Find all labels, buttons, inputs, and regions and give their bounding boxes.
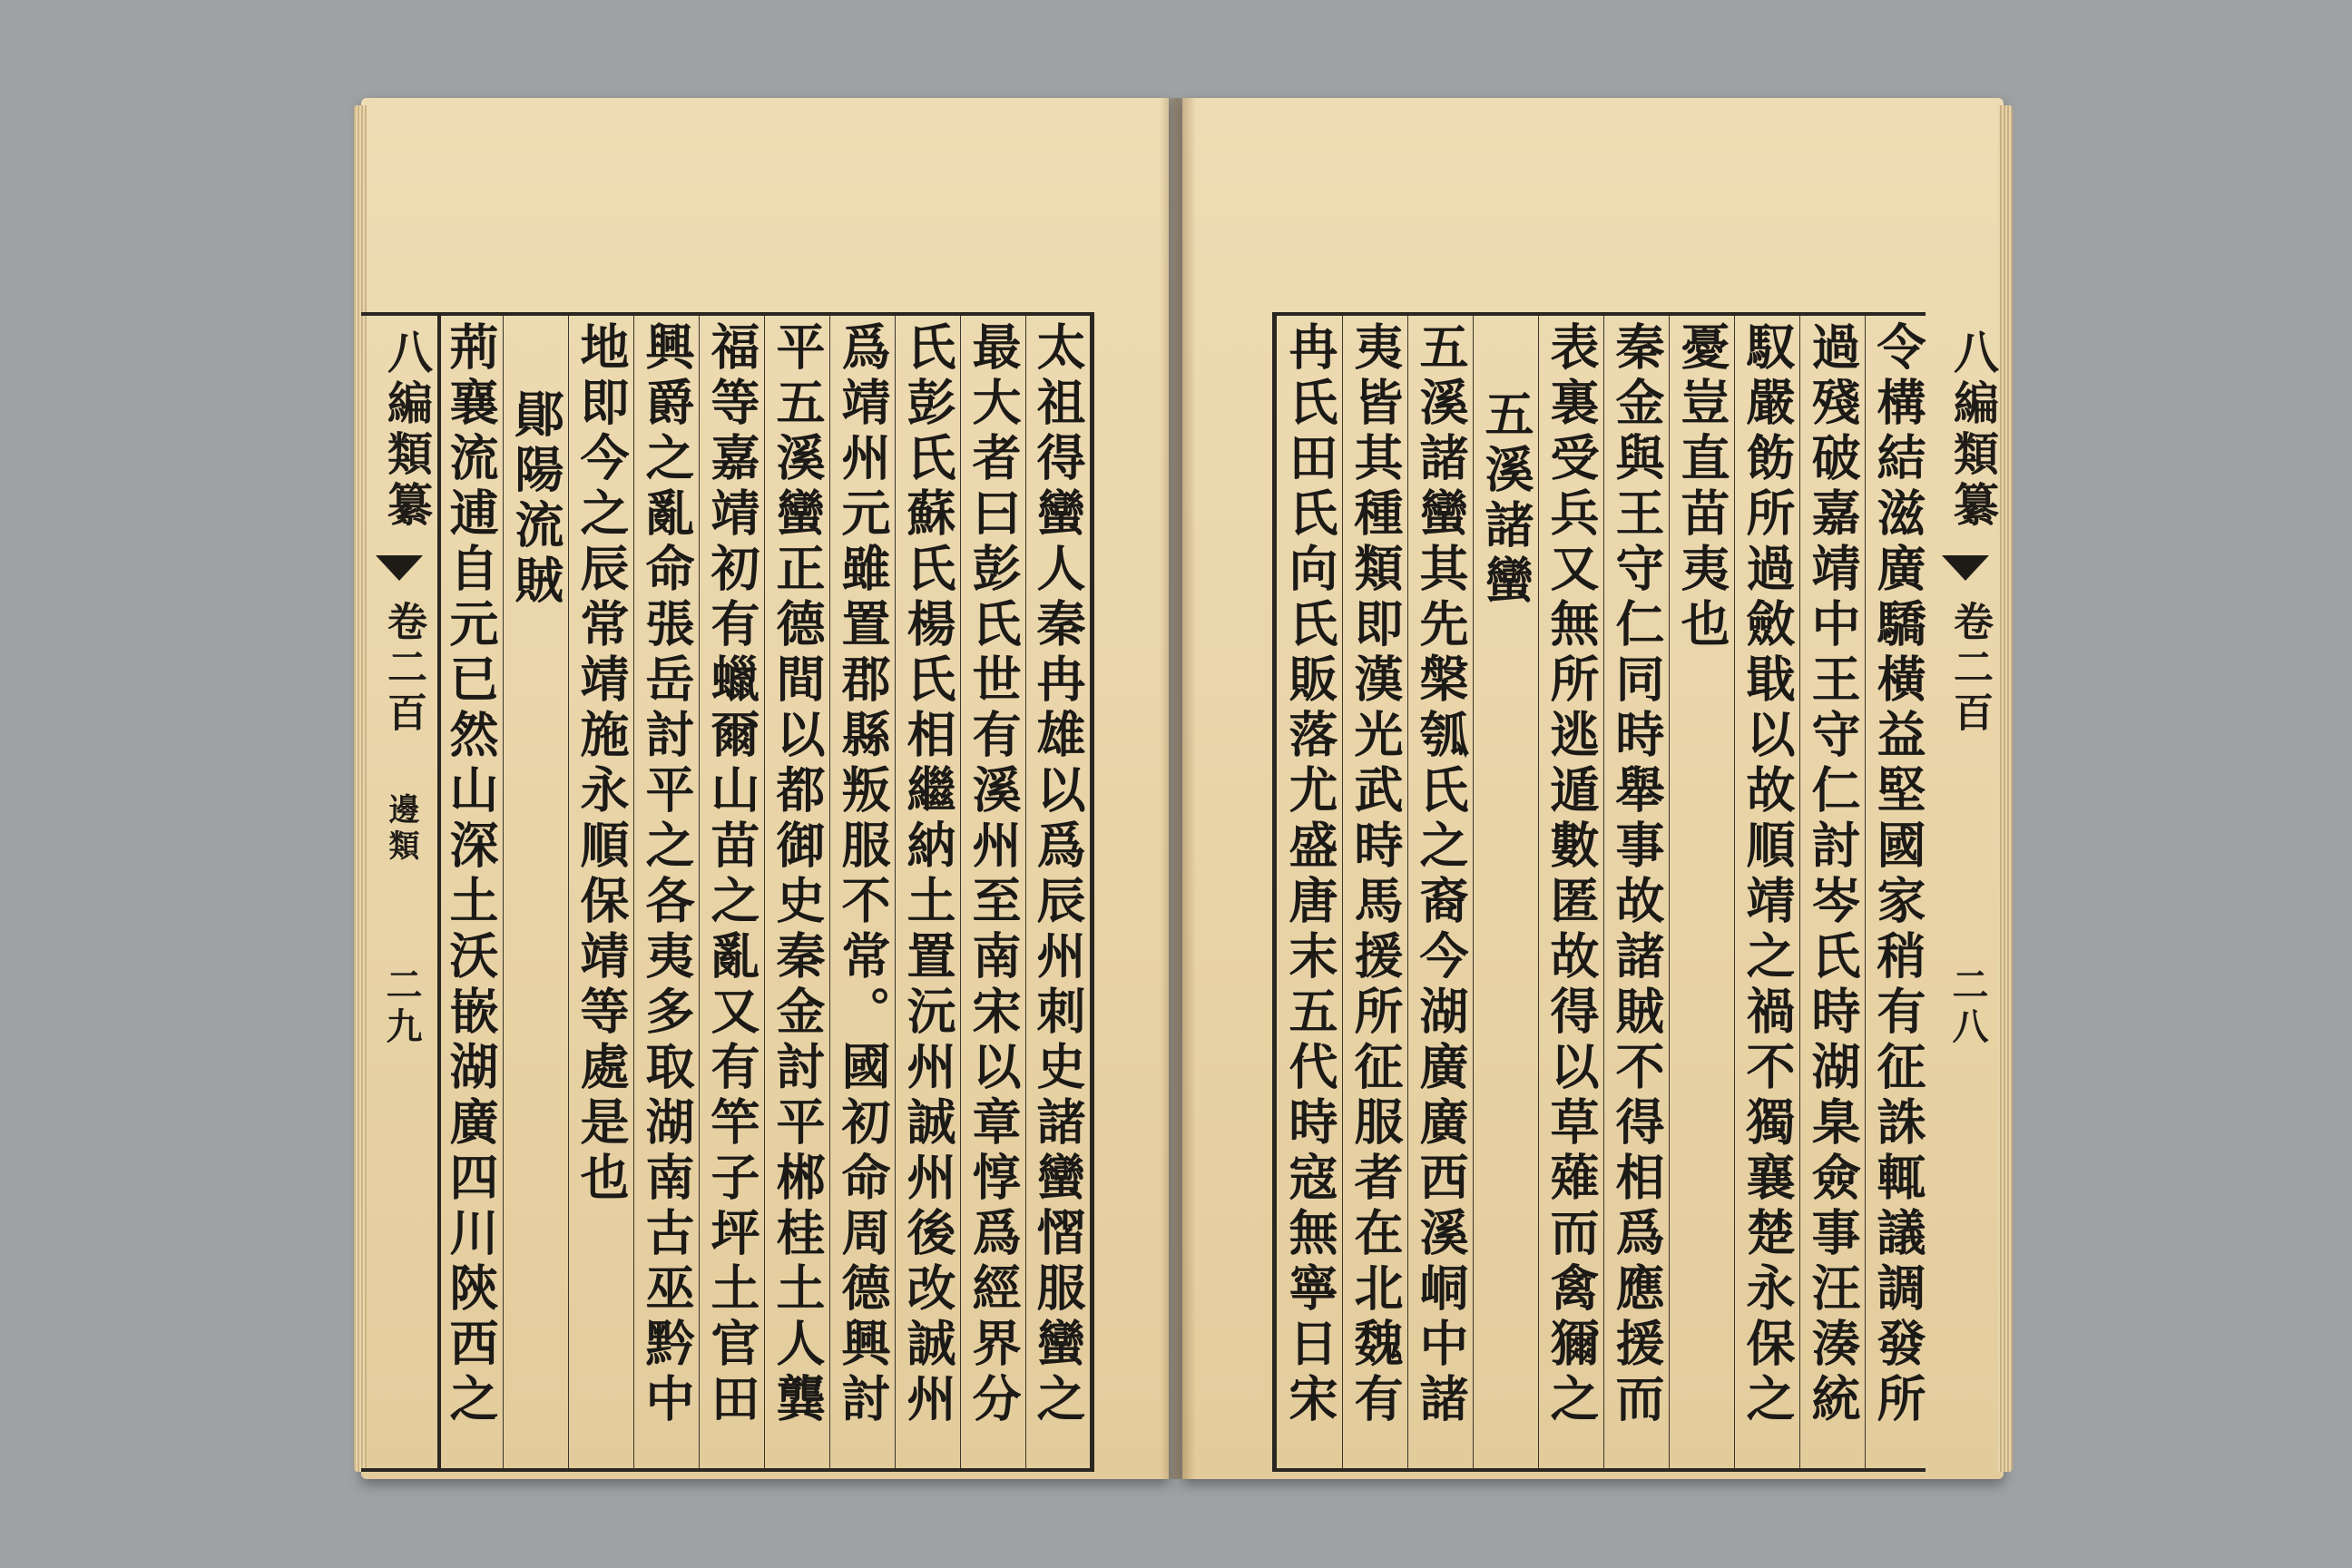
right-column-9-text: 夷皆其種類即漢光武時馬援所征服者在北魏有 xyxy=(1347,321,1405,1428)
left-column-4 xyxy=(829,316,895,1468)
right-column-2 xyxy=(1799,316,1865,1468)
right-column-4-text: 憂豈直苗夷也 xyxy=(1673,321,1731,653)
right-column-6-text: 表裏受兵又無所逃遁數匿故得以草薙而禽獮之 xyxy=(1543,321,1601,1428)
left-text-frame xyxy=(361,312,1094,1472)
left-banxin-volume: 卷二百 xyxy=(380,601,426,737)
left-column-7-text: 興爵之亂命張岳討平之各夷多取湖南古巫黔中 xyxy=(638,321,696,1428)
left-column-10 xyxy=(437,316,503,1468)
left-column-2-text: 最大者曰彭氏世有溪州至南宋以章惇爲經界分 xyxy=(965,321,1023,1428)
left-column-10-text: 荊襄流逋自元已然山深土沃嵌湖廣四川陝西之 xyxy=(442,321,500,1428)
open-book xyxy=(361,98,2004,1479)
right-column-9 xyxy=(1342,316,1407,1468)
left-column-6-text: 福等嘉靖初有蠟爾山苗之亂又有竿子坪土官田 xyxy=(703,321,761,1428)
left-column-7 xyxy=(633,316,699,1468)
right-column-10 xyxy=(1277,316,1342,1468)
left-column-2 xyxy=(960,316,1025,1468)
right-fishtail-mark xyxy=(1942,555,1989,581)
right-banxin-volume: 卷二百 xyxy=(1946,601,1993,737)
right-page xyxy=(1182,98,2004,1479)
right-column-4 xyxy=(1669,316,1734,1468)
right-banxin-page-number: 二八 xyxy=(1946,965,1989,1049)
left-column-6 xyxy=(699,316,764,1468)
right-column-1-text: 令構結滋廣驕橫益堅國家稍有征誅輒議調發所 xyxy=(1869,321,1927,1428)
left-column-1-text: 太祖得蠻人秦冉雄以爲辰州刺史諸蠻慴服蠻之 xyxy=(1029,321,1087,1428)
right-column-8 xyxy=(1407,316,1473,1468)
right-column-8-text: 五溪諸蠻其先槃瓠氏之裔今湖廣廣西溪峒中諸 xyxy=(1412,321,1470,1428)
left-column-3 xyxy=(895,316,960,1468)
left-column-9 xyxy=(503,316,568,1468)
right-column-6 xyxy=(1538,316,1603,1468)
right-column-5 xyxy=(1603,316,1669,1468)
right-column-7-text: 五溪諸蠻 xyxy=(1477,388,1535,610)
right-column-3-text: 馭嚴飭所過斂戢以故順靖之禍不獨襄楚永保之 xyxy=(1739,321,1797,1428)
right-column-3 xyxy=(1734,316,1799,1468)
left-banxin-page-number: 二九 xyxy=(380,965,423,1049)
left-column-8 xyxy=(568,316,633,1468)
left-column-5 xyxy=(764,316,829,1468)
left-column-8-text: 地即今之辰常靖施永順保靖等處是也 xyxy=(573,321,631,1207)
right-column-5-text: 秦金與王守仁同時舉事故諸賊不得相爲應援而 xyxy=(1608,321,1666,1428)
left-banxin-category: 邊類 xyxy=(383,793,419,866)
left-column-5-text: 平五溪蠻正德間以都御史秦金討平郴桂土人龔 xyxy=(769,321,827,1428)
right-text-frame xyxy=(1272,312,1926,1472)
right-column-7 xyxy=(1473,316,1538,1468)
left-banxin-title: 八編類纂 xyxy=(380,328,434,532)
left-column-3-text: 氏彭氏蘇氏楊氏相繼納土置沅州誠州後改誠州 xyxy=(899,321,957,1428)
left-column-9-text: 鄖陽流賊 xyxy=(507,388,565,610)
right-column-2-text: 過殘破嘉靖中王守仁討岑氏時湖臬僉事汪湊統 xyxy=(1804,321,1862,1428)
left-column-1 xyxy=(1025,316,1090,1468)
right-banxin-title: 八編類纂 xyxy=(1946,328,2000,532)
right-column-10-text: 冉氏田氏向氏販落尤盛唐末五代時寇無寧日宋 xyxy=(1281,321,1339,1428)
left-column-4-text: 爲靖州元雖置郡縣叛服不常。國初命周德興討 xyxy=(834,321,892,1428)
book-gutter xyxy=(1160,98,1196,1479)
right-column-1 xyxy=(1865,316,1930,1468)
left-page xyxy=(361,98,1169,1479)
right-banxin xyxy=(1929,312,2004,1472)
